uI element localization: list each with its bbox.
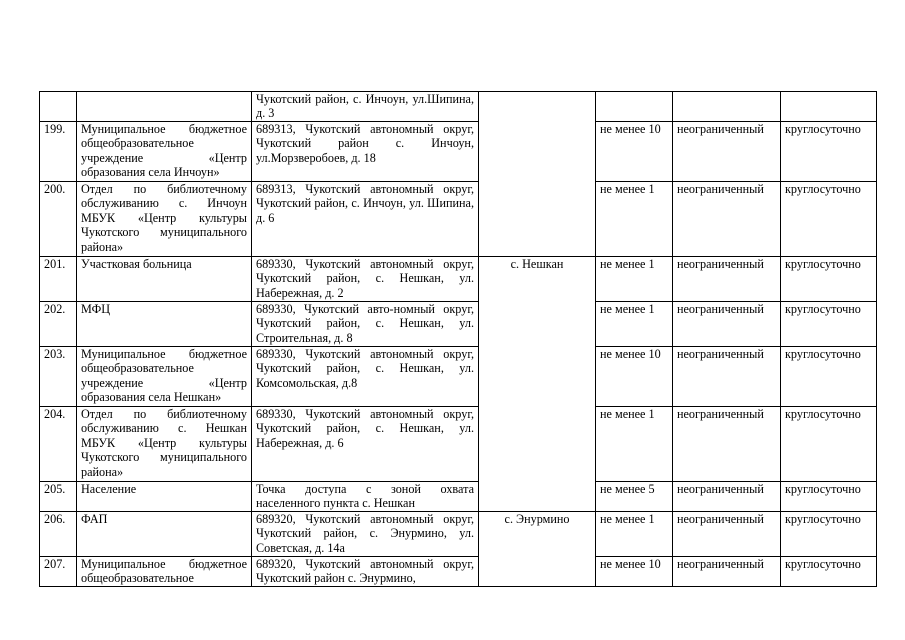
traffic: неограниченный: [673, 512, 781, 557]
organization-name: Муниципальное бюджетное общеобразовательное: [77, 557, 252, 587]
traffic: неограниченный: [673, 347, 781, 407]
address: 689330, Чукотский автономный округ, Чукотский район, с. Нешкан, ул. Комсомольская, д.8: [252, 347, 479, 407]
traffic: [673, 92, 781, 122]
organization-name: Население: [77, 482, 252, 512]
row-number: 200.: [40, 182, 77, 257]
row-number: 206.: [40, 512, 77, 557]
address: 689320, Чукотский автономный округ, Чукотский район, с. Энурмино, ул. Советская, д. 14а: [252, 512, 479, 557]
traffic: неограниченный: [673, 182, 781, 257]
settlement: с. Энурмино: [479, 512, 596, 587]
table-row: [40, 182, 877, 257]
speed: не менее 1: [596, 407, 673, 482]
traffic: неограниченный: [673, 302, 781, 347]
table-row: [40, 347, 877, 407]
table-row: [40, 482, 877, 512]
organization-name: ФАП: [77, 512, 252, 557]
document-table: [39, 91, 877, 587]
speed: [596, 92, 673, 122]
settlement: с. Нешкан: [479, 257, 596, 512]
hours: круглосуточно: [781, 557, 877, 587]
traffic: неограниченный: [673, 407, 781, 482]
hours: круглосуточно: [781, 182, 877, 257]
row-number: 205.: [40, 482, 77, 512]
row-number: 199.: [40, 122, 77, 182]
hours: круглосуточно: [781, 407, 877, 482]
address: 689320, Чукотский автономный округ, Чукотский район с. Энурмино,: [252, 557, 479, 587]
organization-name: Муниципальное бюджетное общеобразовательное учреждение «Центр образования села Нешкан»: [77, 347, 252, 407]
hours: круглосуточно: [781, 512, 877, 557]
organization-name: Участковая больница: [77, 257, 252, 302]
table-row: [40, 302, 877, 347]
hours: круглосуточно: [781, 257, 877, 302]
table-row: [40, 92, 877, 122]
row-number: 203.: [40, 347, 77, 407]
hours: круглосуточно: [781, 482, 877, 512]
speed: не менее 5: [596, 482, 673, 512]
address: 689330, Чукотский автономный округ, Чукотский район, с. Нешкан, ул. Набережная, д. 2: [252, 257, 479, 302]
hours: круглосуточно: [781, 302, 877, 347]
row-number: 201.: [40, 257, 77, 302]
table-row: [40, 512, 877, 557]
address: 689313, Чукотский автономный округ, Чукотский район с. Инчоун, ул.Морзверобоев, д. 18: [252, 122, 479, 182]
organization-name: Отдел по библиотечному обслуживанию с. Инчоун МБУК «Центр культуры Чукотского муниципального района»: [77, 182, 252, 257]
traffic: неограниченный: [673, 557, 781, 587]
speed: не менее 10: [596, 122, 673, 182]
settlement: [479, 92, 596, 257]
traffic: неограниченный: [673, 257, 781, 302]
address: Чукотский район, с. Инчоун, ул.Шипина, д. 3: [252, 92, 479, 122]
table-row: [40, 257, 877, 302]
hours: круглосуточно: [781, 122, 877, 182]
table-row: [40, 122, 877, 182]
organization-name: МФЦ: [77, 302, 252, 347]
address: 689313, Чукотский автономный округ, Чукотский район, с. Инчоун, ул. Шипина, д. 6: [252, 182, 479, 257]
speed: не менее 10: [596, 347, 673, 407]
organization-name: Муниципальное бюджетное общеобразовательное учреждение «Центр образования села Инчоун»: [77, 122, 252, 182]
organization-name: Отдел по библиотечному обслуживанию с. Нешкан МБУК «Центр культуры Чукотского муниципального района»: [77, 407, 252, 482]
traffic: неограниченный: [673, 482, 781, 512]
speed: не менее 10: [596, 557, 673, 587]
address: 689330, Чукотский автономный округ, Чукотский район, с. Нешкан, ул. Набережная, д. 6: [252, 407, 479, 482]
hours: [781, 92, 877, 122]
speed: не менее 1: [596, 302, 673, 347]
table-row: [40, 407, 877, 482]
hours: круглосуточно: [781, 347, 877, 407]
speed: не менее 1: [596, 512, 673, 557]
traffic: неограниченный: [673, 122, 781, 182]
speed: не менее 1: [596, 182, 673, 257]
row-number: [40, 92, 77, 122]
row-number: 202.: [40, 302, 77, 347]
address: 689330, Чукотский авто-номный округ, Чукотский район, с. Нешкан, ул. Строительная, д. 8: [252, 302, 479, 347]
organization-name: [77, 92, 252, 122]
row-number: 207.: [40, 557, 77, 587]
address: Точка доступа с зоной охвата населенного пункта с. Нешкан: [252, 482, 479, 512]
speed: не менее 1: [596, 257, 673, 302]
row-number: 204.: [40, 407, 77, 482]
table-row: [40, 557, 877, 587]
